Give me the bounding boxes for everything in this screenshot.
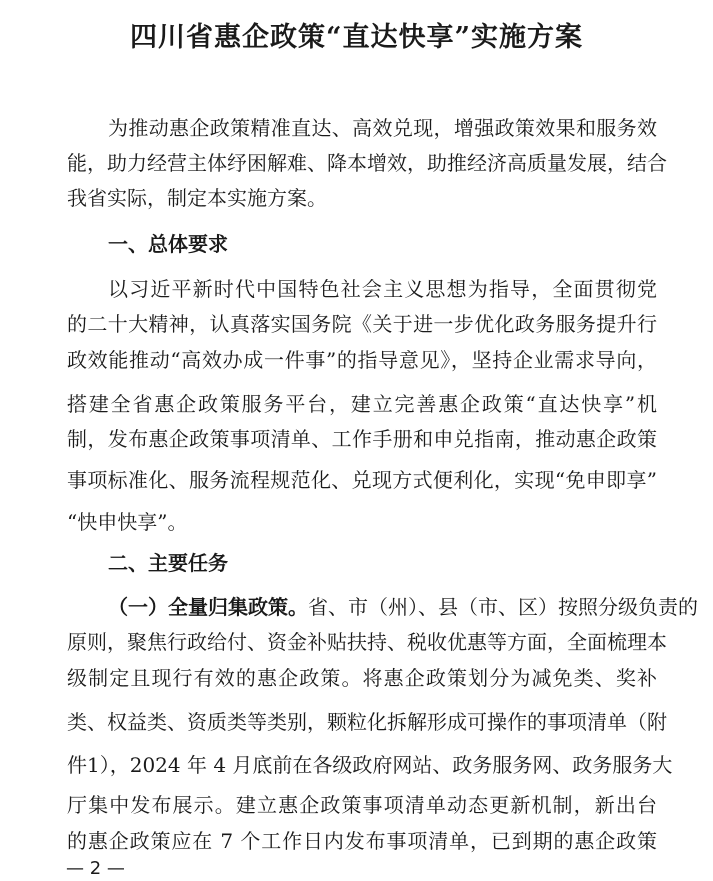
section-heading-general-requirements: 一、总体要求 bbox=[108, 232, 228, 256]
intro-line: 能，助力经营主体纾困解难、降本增效，助推经济高质量发展，结合 bbox=[67, 151, 667, 175]
section1-line: 政效能推动“高效办成一件事”的指导意见》，坚持企业需求导向， bbox=[67, 348, 657, 372]
page-title: 四川省惠企政策“直达快享”实施方案 bbox=[129, 22, 584, 53]
section1-line: 制，发布惠企政策事项清单、工作手册和申兑指南，推动惠企政策 bbox=[67, 427, 657, 451]
section1-line: 以习近平新时代中国特色社会主义思想为指导，全面贯彻党 bbox=[108, 277, 657, 301]
task1-line: 厅集中发布展示。建立惠企政策事项清单动态更新机制，新出台 bbox=[67, 793, 657, 817]
section1-line: “快申快享”。 bbox=[67, 510, 188, 534]
section-heading-main-tasks: 二、主要任务 bbox=[108, 551, 228, 575]
task1-line: 原则，聚焦行政给付、资金补贴扶持、税收优惠等方面，全面梳理本 bbox=[67, 630, 667, 654]
task1-line: 件1），2024 年 4 月底前在各级政府网站、政务服务网、政务服务大 bbox=[67, 753, 673, 777]
intro-line: 我省实际，制定本实施方案。 bbox=[67, 186, 327, 210]
task1-first-line bbox=[108, 592, 698, 622]
intro-line: 为推动惠企政策精准直达、高效兑现，增强政策效果和服务效 bbox=[108, 116, 657, 140]
task1-line: 级制定且现行有效的惠企政策。将惠企政策划分为减免类、奖补 bbox=[67, 666, 657, 690]
task1-line: 类、权益类、资质类等类别，颗粒化拆解形成可操作的事项清单（附 bbox=[67, 710, 667, 734]
task1-first-rest: 省、市（州）、县（市、区）按照分级负责的 bbox=[308, 595, 698, 619]
section1-line: 事项标准化、服务流程规范化、兑现方式便利化，实现“免申即享” bbox=[67, 468, 657, 492]
task1-lead: （一）全量归集政策。 bbox=[108, 595, 308, 619]
task1-line: 的惠企政策应在 7 个工作日内发布事项清单，已到期的惠企政策 bbox=[67, 829, 657, 853]
section1-line: 的二十大精神，认真落实国务院《关于进一步优化政务服务提升行 bbox=[67, 312, 657, 336]
section1-line: 搭建全省惠企政策服务平台，建立完善惠企政策“直达快享”机 bbox=[67, 392, 657, 416]
page-number: — 2 — bbox=[66, 858, 125, 879]
